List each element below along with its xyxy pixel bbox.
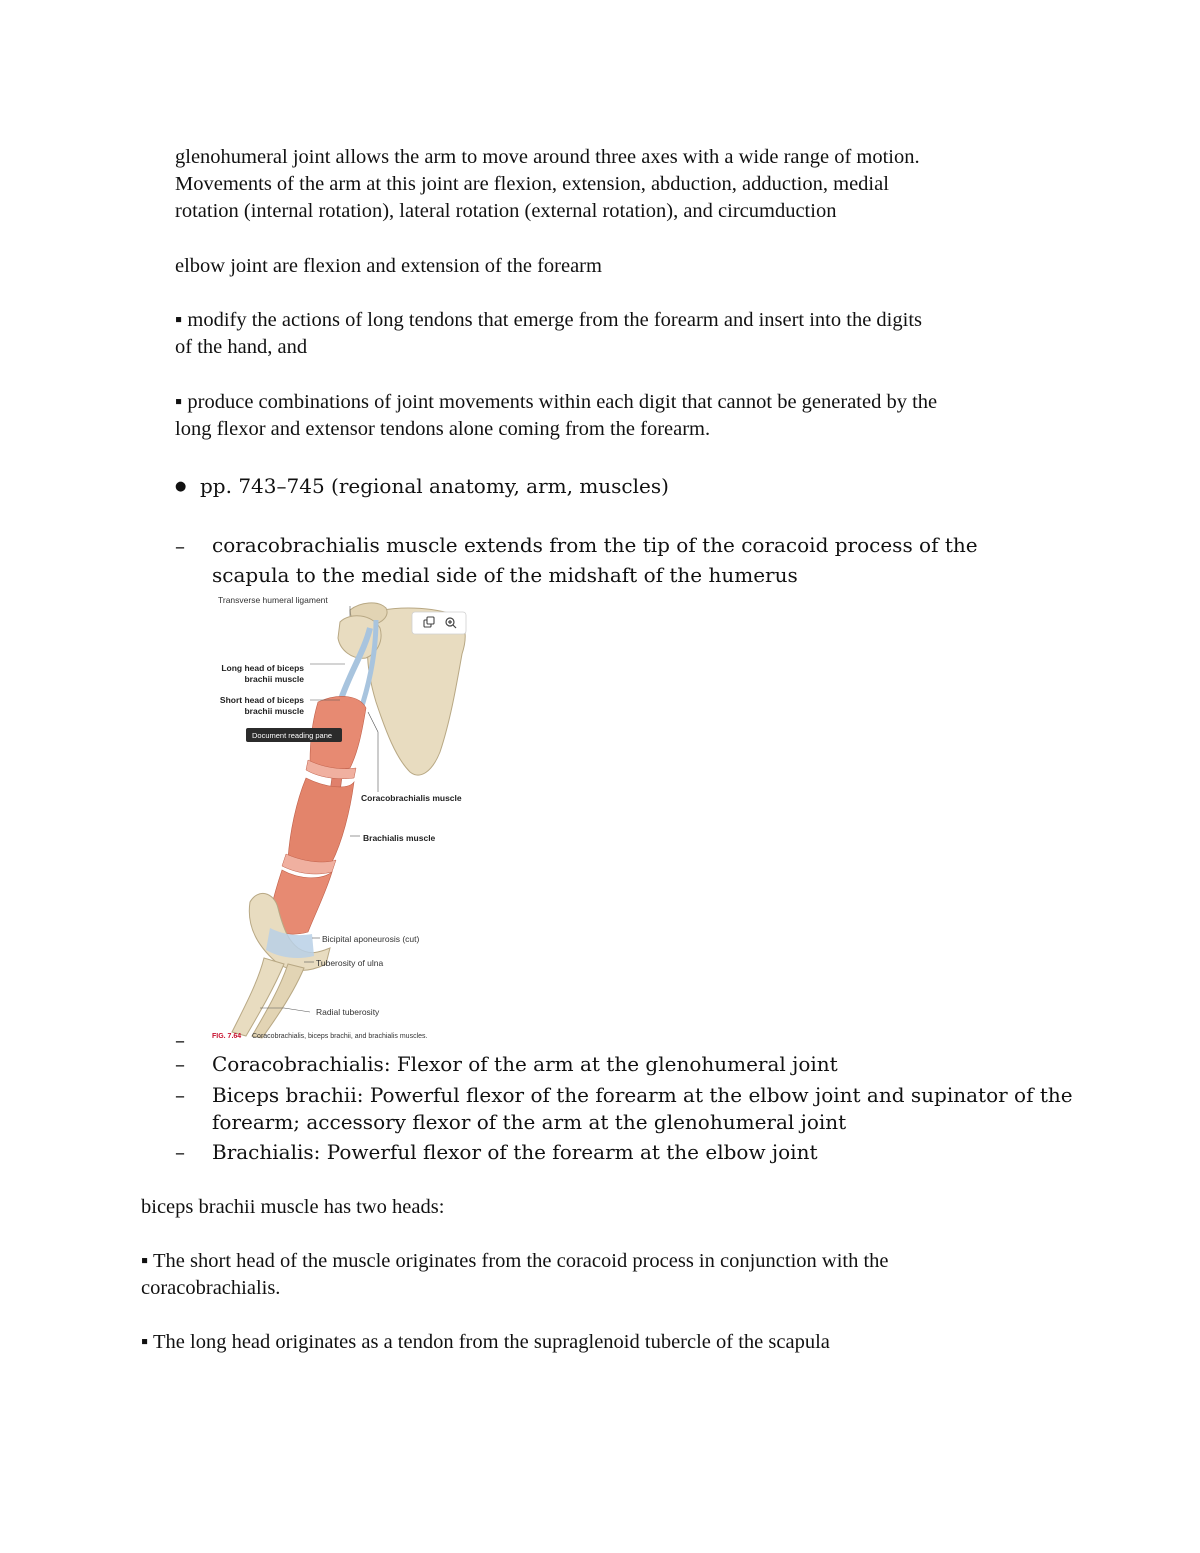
paragraph-modify-line-2: of the hand, and <box>175 336 308 358</box>
dash-marker-4: – <box>175 1140 185 1164</box>
dash-biceps-action-line-1: Biceps brachii: Powerful flexor of the forearm at the elbow joint and supinator of the <box>212 1083 1073 1107</box>
dash-brachialis-action: Brachialis: Powerful flexor of the forearm at the elbow joint <box>212 1140 818 1164</box>
label-long-head-2: brachii muscle <box>244 674 304 684</box>
bullet-pages: pp. 743–745 (regional anatomy, arm, muscles) <box>200 474 669 498</box>
biceps-intro: biceps brachii muscle has two heads: <box>141 1196 445 1218</box>
dash-marker-1: – <box>175 534 185 558</box>
dash-coracobrachialis-line-2: scapula to the medial side of the midshaft of the humerus <box>212 563 798 587</box>
image-toolbar <box>412 612 466 634</box>
anatomy-figure <box>200 592 500 1042</box>
label-radial-tuberosity: Radial tuberosity <box>316 1007 380 1017</box>
paragraph-modify-line-1: ▪ modify the actions of long tendons that emerge from the forearm and insert into the digits <box>175 309 922 331</box>
tooltip-text: Document reading pane <box>252 731 333 740</box>
label-short-head-1: Short head of biceps <box>219 695 304 705</box>
dash-marker-3: – <box>175 1083 185 1107</box>
label-transverse-ligament: Transverse humeral ligament <box>218 595 328 605</box>
dash-coracobrachialis-line-1: coracobrachialis muscle extends from the tip of the coracoid process of the <box>212 533 978 557</box>
label-short-head-2: brachii muscle <box>244 706 304 716</box>
bullet-marker: ● <box>175 479 187 494</box>
dash-marker-empty: – <box>175 1028 185 1052</box>
label-tuberosity-ulna: Tuberosity of ulna <box>316 958 384 968</box>
biceps-long-head: ▪ The long head originates as a tendon from the supraglenoid tubercle of the scapula <box>141 1331 830 1353</box>
dash-coracobrachialis-action: Coracobrachialis: Flexor of the arm at the glenohumeral joint <box>212 1052 838 1076</box>
paragraph-glenohumeral-line-1: glenohumeral joint allows the arm to move around three axes with a wide range of motion. <box>175 146 920 168</box>
label-bicipital-aponeurosis: Bicipital aponeurosis (cut) <box>322 934 420 944</box>
paragraph-produce-line-2: long flexor and extensor tendons alone coming from the forearm. <box>175 418 711 440</box>
paragraph-glenohumeral-line-2: Movements of the arm at this joint are flexion, extension, abduction, adduction, medial <box>175 173 889 195</box>
label-long-head-1: Long head of biceps <box>221 663 304 673</box>
biceps-short-head-line-2: coracobrachialis. <box>141 1277 281 1299</box>
label-brachialis: Brachialis muscle <box>363 833 436 843</box>
caption-number: FIG. 7.64 <box>212 1033 242 1040</box>
brachialis-shape <box>288 778 354 864</box>
paragraph-produce-line-1: ▪ produce combinations of joint movements within each digit that cannot be generated by the <box>175 391 938 413</box>
dash-marker-2: – <box>175 1052 185 1076</box>
dash-biceps-action-line-2: forearm; accessory flexor of the arm at the glenohumeral joint <box>212 1110 847 1134</box>
biceps-short-head-line-1: ▪ The short head of the muscle originates from the coracoid process in conjunction with the <box>141 1250 889 1272</box>
label-coracobrachialis: Coracobrachialis muscle <box>361 793 462 803</box>
caption-text: Coracobrachialis, biceps brachii, and brachialis muscles. <box>252 1033 428 1040</box>
paragraph-elbow: elbow joint are flexion and extension of the forearm <box>175 255 602 277</box>
paragraph-glenohumeral-line-3: rotation (internal rotation), lateral rotation (external rotation), and circumduction <box>175 200 837 222</box>
